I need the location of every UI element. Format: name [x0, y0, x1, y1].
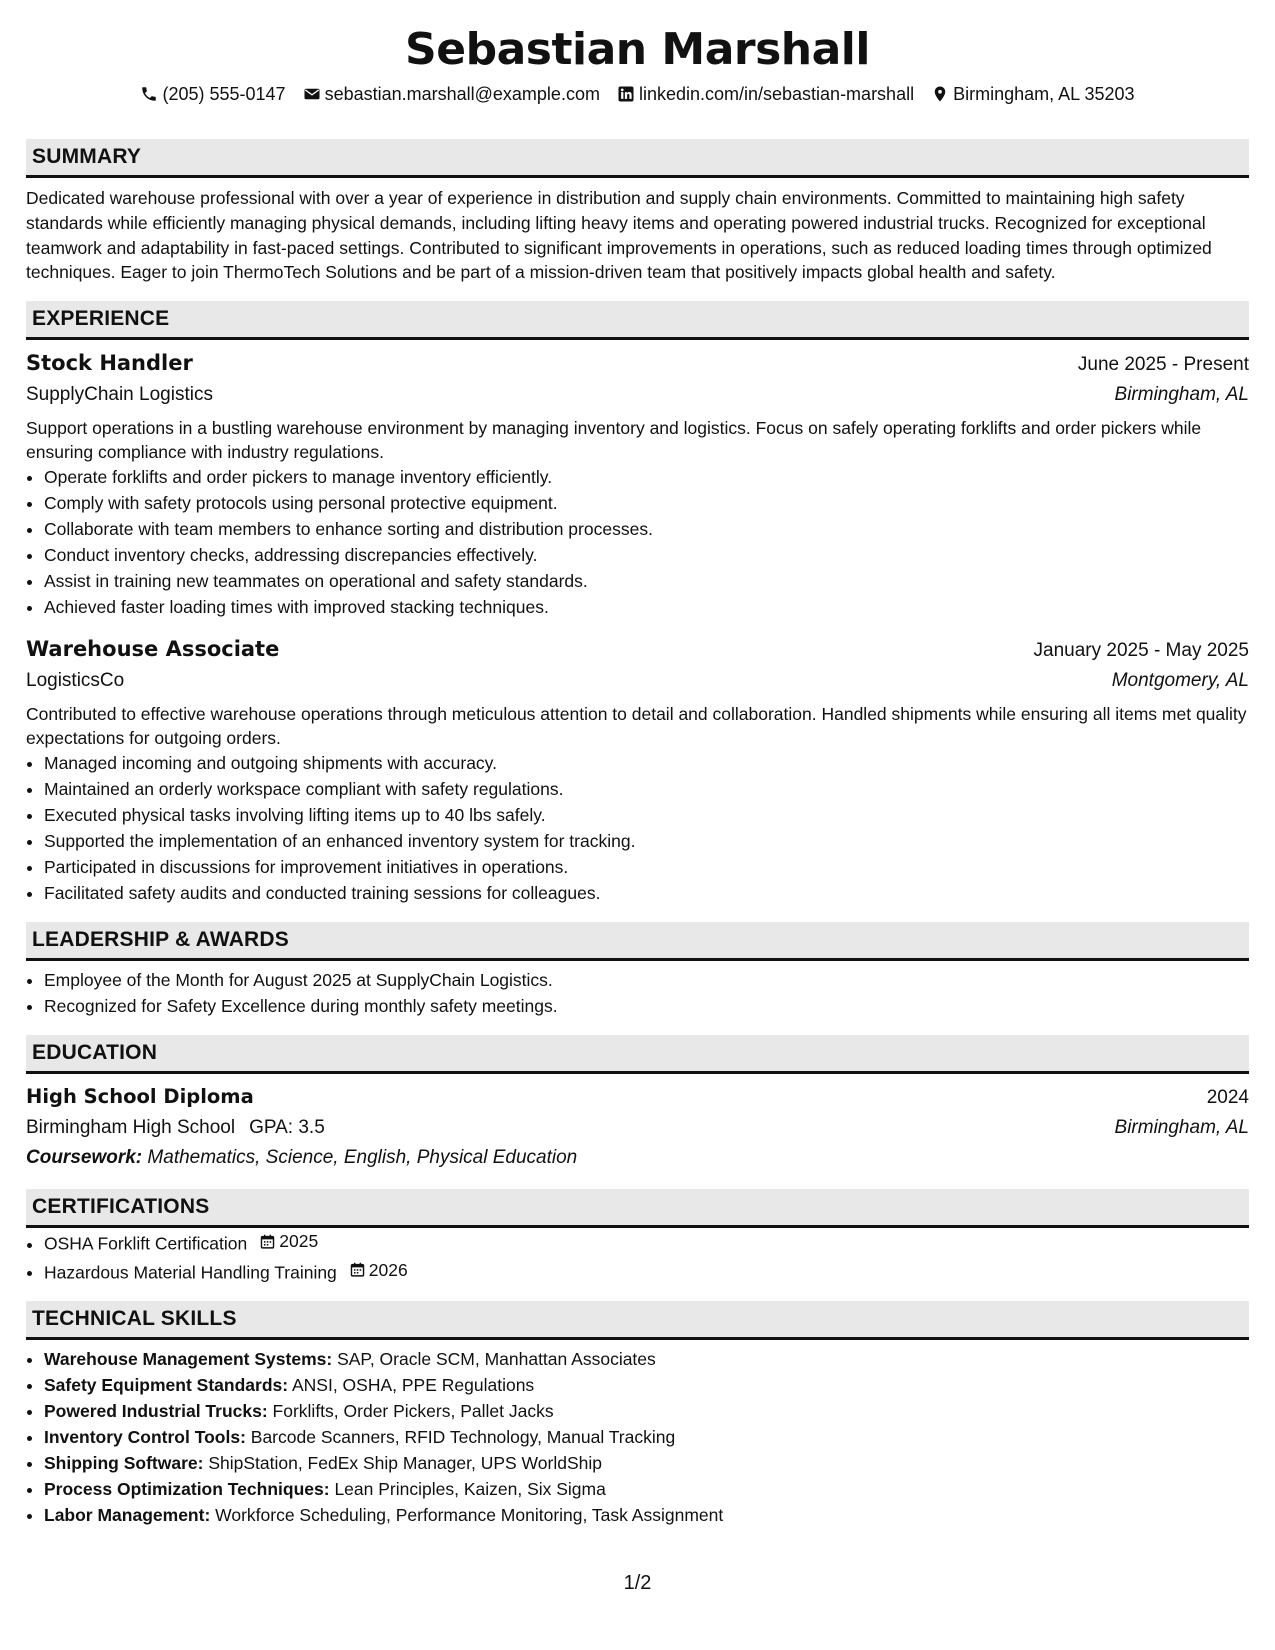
list-item [44, 1424, 1249, 1450]
cert-year: 2026 [368, 1259, 408, 1280]
section-heading-summary: SUMMARY [26, 139, 1249, 178]
section-heading-education: EDUCATION [26, 1035, 1249, 1074]
envelope-icon [303, 85, 321, 103]
list-item: • Facilitated safety audits and conducted training sessions for colleagues. [44, 880, 1249, 906]
list-item: • Conduct inventory checks, addressing discrepancies effectively. [44, 542, 1249, 568]
job-title: Warehouse Associate [26, 637, 280, 662]
list-item: • Collaborate with team members to enhance sorting and distribution processes. [44, 516, 1249, 542]
location-text: Birmingham, AL 35203 [953, 84, 1135, 104]
list-item [44, 1346, 1249, 1372]
certifications-list [26, 1228, 1249, 1285]
list-item: • Participated in discussions for improvement initiatives in operations. [44, 854, 1249, 880]
skills-list [26, 1346, 1249, 1528]
list-item [44, 1257, 1249, 1286]
job-entry [26, 634, 1249, 906]
contact-linkedin[interactable] [617, 82, 914, 106]
email-text[interactable]: sebastian.marshall@example.com [324, 84, 600, 104]
job-description: Support operations in a bustling warehouse environment by managing inventory and logistics. Focus on safely operating forklifts and order pickers while ensuring compliance with industry regulations. [26, 418, 1202, 463]
linkedin-text[interactable]: linkedin.com/in/sebastian-marshall [638, 84, 915, 104]
list-item [44, 1476, 1249, 1502]
skill-label: Safety Equipment Standards: [44, 1375, 289, 1396]
skill-value: ShipStation, FedEx Ship Manager, UPS WorldShip [208, 1453, 602, 1474]
section-heading-experience: EXPERIENCE [26, 301, 1249, 340]
job-company: SupplyChain Logistics [26, 384, 213, 406]
list-item: • Supported the implementation of an enhanced inventory system for tracking. [44, 828, 1249, 854]
job-bullets [26, 750, 1249, 906]
list-item: • Achieved faster loading times with improved stacking techniques. [44, 594, 1249, 620]
skill-label: Warehouse Management Systems: [44, 1349, 333, 1370]
cert-name: OSHA Forklift Certification [44, 1233, 248, 1254]
skill-value: ANSI, OSHA, PPE Regulations [291, 1375, 535, 1396]
phone-text: (205) 555-0147 [162, 84, 286, 104]
list-item: • Managed incoming and outgoing shipments with accuracy. [44, 750, 1249, 776]
section-heading-awards: LEADERSHIP & AWARDS [26, 922, 1249, 961]
linkedin-icon [617, 85, 635, 103]
coursework-list: Mathematics, Science, English, Physical Education [147, 1147, 578, 1169]
skill-value: Workforce Scheduling, Performance Monitoring, Task Assignment [215, 1505, 724, 1526]
coursework-label: Coursework: [26, 1147, 143, 1169]
job-description: Contributed to effective warehouse operations through meticulous attention to detail and collaboration. Handled shipments while ensuring all items met quality expectations for outgoing orders. [26, 704, 1247, 749]
school-name: Birmingham High School [26, 1117, 236, 1139]
summary-text: Dedicated warehouse professional with over a year of experience in distribution and supply chain environments. Committed to maintaining high safety standards while efficiently managing physical demands, including lifting heavy items and operating powered industrial trucks. Recognized for exceptional teamwork and adaptability in fast-paced settings. Contributed to significant improvements in operations, such as reduced loading times through optimized techniques. Eager to join ThermoTech Solutions and be part of a mission-driven team that positively impacts global health and safety. [26, 188, 1212, 283]
skill-label: Shipping Software: [44, 1453, 204, 1474]
contact-email[interactable] [303, 82, 600, 106]
graduation-year: 2024 [1206, 1087, 1249, 1109]
cert-date [349, 1257, 408, 1283]
job-company: LogisticsCo [26, 670, 125, 692]
skill-value: Barcode Scanners, RFID Technology, Manual Tracking [250, 1427, 676, 1448]
list-item: • Comply with safety protocols using personal protective equipment. [44, 490, 1249, 516]
list-item: • Recognized for Safety Excellence during monthly safety meetings. [44, 993, 1249, 1019]
skill-label: Inventory Control Tools: [44, 1427, 246, 1448]
calendar-icon [259, 1233, 276, 1250]
job-dates: January 2025 - May 2025 [1033, 640, 1249, 662]
degree-title: High School Diploma [26, 1085, 254, 1109]
job-location: Birmingham, AL [1114, 384, 1249, 406]
page-number: 1/2 [623, 1572, 652, 1594]
list-item: • Operate forklifts and order pickers to manage inventory efficiently. [44, 464, 1249, 490]
cert-year: 2025 [279, 1231, 319, 1252]
skill-label: Process Optimization Techniques: [44, 1479, 330, 1500]
section-heading-certifications: CERTIFICATIONS [26, 1189, 1249, 1228]
section-heading-skills: TECHNICAL SKILLS [26, 1301, 1249, 1340]
list-item [44, 1372, 1249, 1398]
contact-location [931, 82, 1134, 106]
list-item [44, 1228, 1249, 1257]
list-item: • Maintained an orderly workspace compliant with safety regulations. [44, 776, 1249, 802]
resume-page [26, 0, 1249, 1650]
list-item: • Executed physical tasks involving lifting items up to 40 lbs safely. [44, 802, 1249, 828]
job-location: Montgomery, AL [1111, 670, 1249, 692]
gpa: GPA: 3.5 [249, 1117, 325, 1139]
school-location: Birmingham, AL [1114, 1117, 1249, 1139]
contact-bar [26, 82, 1249, 106]
skill-value: SAP, Oracle SCM, Manhattan Associates [337, 1349, 656, 1370]
cert-name: Hazardous Material Handling Training [44, 1262, 337, 1283]
skill-value: Forklifts, Order Pickers, Pallet Jacks [272, 1401, 554, 1422]
school-name-line [26, 1113, 325, 1143]
job-entry [26, 348, 1249, 620]
list-item [44, 1450, 1249, 1476]
map-pin-icon [931, 85, 949, 103]
job-dates: June 2025 - Present [1077, 354, 1249, 376]
job-title: Stock Handler [26, 351, 193, 376]
cert-date [259, 1228, 318, 1254]
skill-label: Labor Management: [44, 1505, 211, 1526]
calendar-icon [349, 1261, 366, 1278]
skill-label: Powered Industrial Trucks: [44, 1401, 268, 1422]
list-item: • Assist in training new teammates on operational and safety standards. [44, 568, 1249, 594]
phone-icon [140, 85, 158, 103]
candidate-name: Sebastian Marshall [405, 24, 870, 75]
awards-list [26, 967, 1249, 1019]
contact-phone [140, 82, 285, 106]
skill-value: Lean Principles, Kaizen, Six Sigma [334, 1479, 606, 1500]
list-item [44, 1398, 1249, 1424]
job-bullets [26, 464, 1249, 620]
list-item: • Employee of the Month for August 2025 at SupplyChain Logistics. [44, 967, 1249, 993]
education-entry [26, 1082, 1249, 1173]
list-item [44, 1502, 1249, 1528]
coursework [26, 1143, 1249, 1173]
